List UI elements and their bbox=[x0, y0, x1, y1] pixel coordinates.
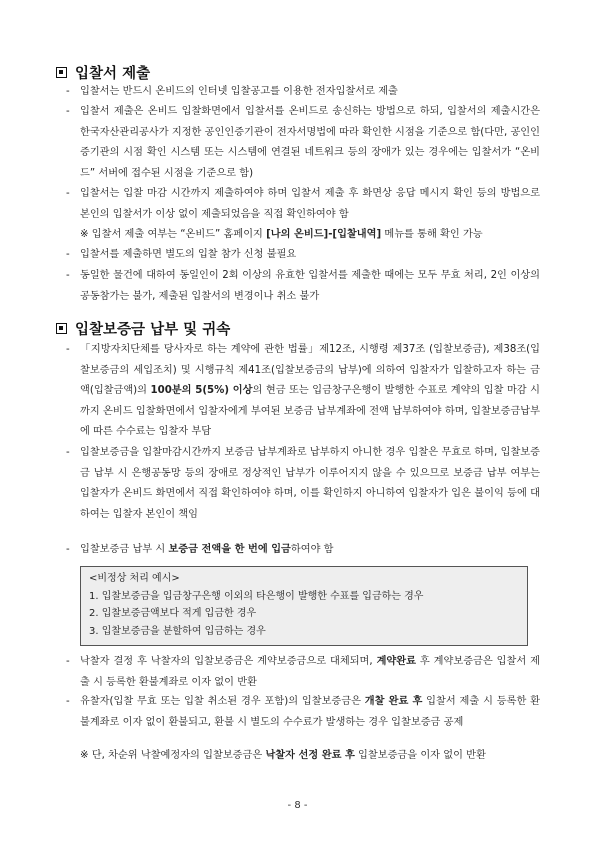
list-item: - 낙찰자 결정 후 낙찰자의 입찰보증금은 계약보증금으로 대체되며, 계약완료 후 계약보증금은 입찰서 제출 시 등록한 환불계좌로 이자 없이 반환 bbox=[66, 656, 540, 688]
list-item: - 유찰자(입찰 무효 또는 입찰 취소된 경우 포함)의 입찰보증금은 개찰 완료 후 입찰서 제출 시 등록한 환불계좌로 이자 없이 환불되고, 환불 시 별도의 수수료가 발생하는 경우 입찰보증금 공제 bbox=[66, 696, 540, 728]
section-heading-bid-submission bbox=[56, 62, 150, 83]
list-item: - 동일한 물건에 대하여 동일인이 2회 이상의 유효한 입찰서를 제출한 때에는 모두 무효 처리, 2인 이상의 공동참가는 불가, 제출된 입찰서의 변경이나 취소 불가 bbox=[66, 270, 540, 302]
list-item: - 입찰서를 제출하면 별도의 입찰 참가 신청 불필요 bbox=[66, 249, 297, 260]
square-bullet-icon bbox=[56, 323, 67, 334]
box-line: 2. 입찰보증금액보다 적게 입금한 경우 bbox=[89, 608, 257, 619]
box-line: 1. 입찰보증금을 입금창구은행 이외의 타은행이 발행한 수표를 입금하는 경우 bbox=[89, 590, 424, 602]
note-text: ※ 입찰서 제출 여부는 “온비드” 홈페이지 [나의 온비드]-[입찰내역] 메뉴를 통해 확인 가능 bbox=[80, 229, 483, 240]
list-item: - 입찰보증금 납부 시 보증금 전액을 한 번에 입금하여야 함 bbox=[66, 544, 334, 555]
square-bullet-icon bbox=[56, 67, 67, 78]
page-number: - 8 - bbox=[287, 800, 308, 811]
box-line: 3. 입찰보증금을 분할하여 입금하는 경우 bbox=[89, 625, 266, 637]
section-heading-bid-deposit bbox=[56, 318, 230, 339]
section-title: 입찰보증금 납부 및 귀속 bbox=[75, 322, 231, 338]
section-title: 입찰서 제출 bbox=[75, 66, 151, 82]
list-item: - 입찰서 제출은 온비드 입찰화면에서 입찰서를 온비드로 송신하는 방법으로 하되, 입찰서의 제출시간은 한국자산관리공사가 지정한 공인인증기관이 전자서명법에 따라 확인한 시점을 기준으로 함(다만, 공인인증기관의 시점 확인 시스템 또는 시스템에 연결된 네트워크 등의 장애가 있는 경우에는 입찰서가 “온비드” 서버에 접수된 시점을 기준으로 함) bbox=[66, 106, 540, 179]
box-title: <비정상 처리 예시> bbox=[89, 573, 180, 584]
list-item: - 입찰서는 입찰 마감 시간까지 제출하여야 하며 입찰서 제출 후 화면상 응답 메시지 확인 등의 방법으로 본인의 입찰서가 이상 없이 제출되었음을 직접 확인하여야 함 bbox=[66, 188, 540, 220]
list-item: - 「지방자치단체를 당사자로 하는 계약에 관한 법률」제12조, 시행령 제37조 (입찰보증금), 제38조(입찰보증금의 세입조치) 및 시행규칙 제41조(입찰보증금의 납부)에 의하여 입찰자가 입찰하고자 하는 금액(입찰금액)의 100분의 5(5%) 이상의 현금 또는 입금창구은행이 발행한 수표로 계약의 입찰 마감 시까지 온비드 입찰화면에서 입찰자에게 부여된 보증금 납부계좌에 전액 납부하여야 하며, 입찰보증금납부에 따른 수수료는 입찰자 부담 bbox=[66, 344, 541, 437]
list-item: - 입찰보증금을 입찰마감시간까지 보증금 납부계좌로 납부하지 아니한 경우 입찰은 무효로 하며, 입찰보증금 납부 시 은행공동망 등의 장애로 정상적인 납부가 이루어지지 않을 수 있으므로 보증금 납부 여부는 입찰자가 온비드 화면에서 직접 확인하여야 하며, 이를 확인하지 아니하여 입찰자가 입은 불이익 등에 대하여는 입찰자 본인이 책임 bbox=[66, 447, 540, 520]
abnormal-processing-example-box bbox=[80, 566, 528, 646]
note-text: ※ 단, 차순위 낙찰예정자의 입찰보증금은 낙찰자 선정 완료 후 입찰보증금을 이자 없이 반환 bbox=[80, 750, 486, 761]
list-item: - 입찰서는 반드시 온비드의 인터넷 입찰공고를 이용한 전자입찰서로 제출 bbox=[66, 86, 398, 97]
